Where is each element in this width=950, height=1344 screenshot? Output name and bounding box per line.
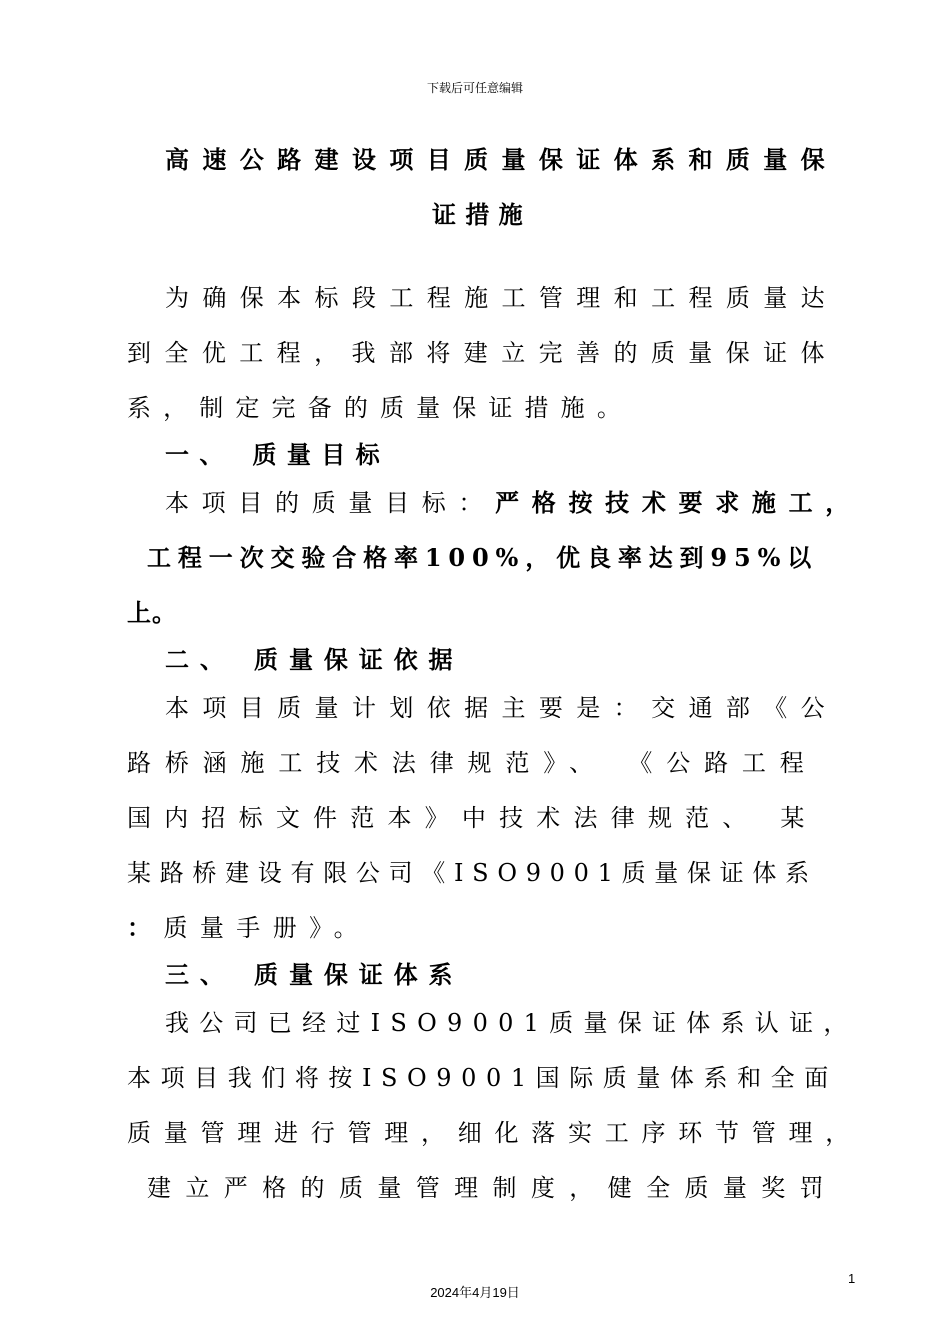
quality-system-line-4: 建立严格的质量管理制度，健全质量奖罚 [147, 1174, 839, 1202]
quality-basis-manual: 质量手册》。 [163, 914, 371, 942]
section-heading-quality-basis: 二、 质量保证依据 [165, 645, 464, 674]
section-heading-quality-system: 三、 质量保证体系 [165, 960, 464, 989]
quality-system-line-3: 质量管理进行管理，细化落实工序环节管理， [127, 1119, 862, 1147]
quality-basis-line-3: 国内招标文件范本》中技术法律规范、 某 [127, 804, 818, 832]
quality-goal-line-2: 工程一次交验合格率100%，优良率达到95%以 [147, 543, 819, 572]
quality-goal-line-3: 上。 [127, 598, 177, 627]
footer-date: 2024年4月19日 [430, 1285, 520, 1300]
quality-basis-colon: ： [127, 913, 164, 942]
intro-paragraph-line-3: 系，制定完备的质量保证措施。 [127, 394, 633, 422]
quality-basis-line-5 [127, 913, 370, 943]
intro-paragraph-line-1: 为确保本标段工程施工管理和工程质量达 [165, 284, 839, 312]
quality-goal-line-1 [165, 488, 862, 518]
quality-basis-line-1: 本项目质量计划依据主要是：交通部《公 [165, 694, 839, 722]
quality-basis-line-4: 某路桥建设有限公司《ISO9001质量保证体系 [127, 859, 818, 887]
document-title-line-2: 证措施 [432, 200, 532, 229]
quality-basis-line-2: 路桥涵施工技术法律规范》、 《公路工程 [127, 749, 818, 777]
page-header: 下载后可任意编辑 [426, 81, 523, 95]
intro-paragraph-line-2: 到全优工程，我部将建立完善的质量保证体 [127, 339, 838, 367]
quality-system-line-2: 本项目我们将按ISO9001国际质量体系和全面 [127, 1064, 838, 1092]
quality-system-line-1: 我公司已经过ISO9001质量保证体系认证， [165, 1009, 858, 1037]
quality-goal-emphasis: 严格按技术要求施工， [495, 488, 862, 517]
section-heading-quality-goal: 一、 质量目标 [165, 440, 391, 469]
document-title-line-1: 高速公路建设项目质量保证体系和质量保 [165, 145, 839, 174]
quality-goal-lead: 本项目的质量目标： [165, 489, 496, 517]
page-number: 1 [848, 1271, 856, 1286]
